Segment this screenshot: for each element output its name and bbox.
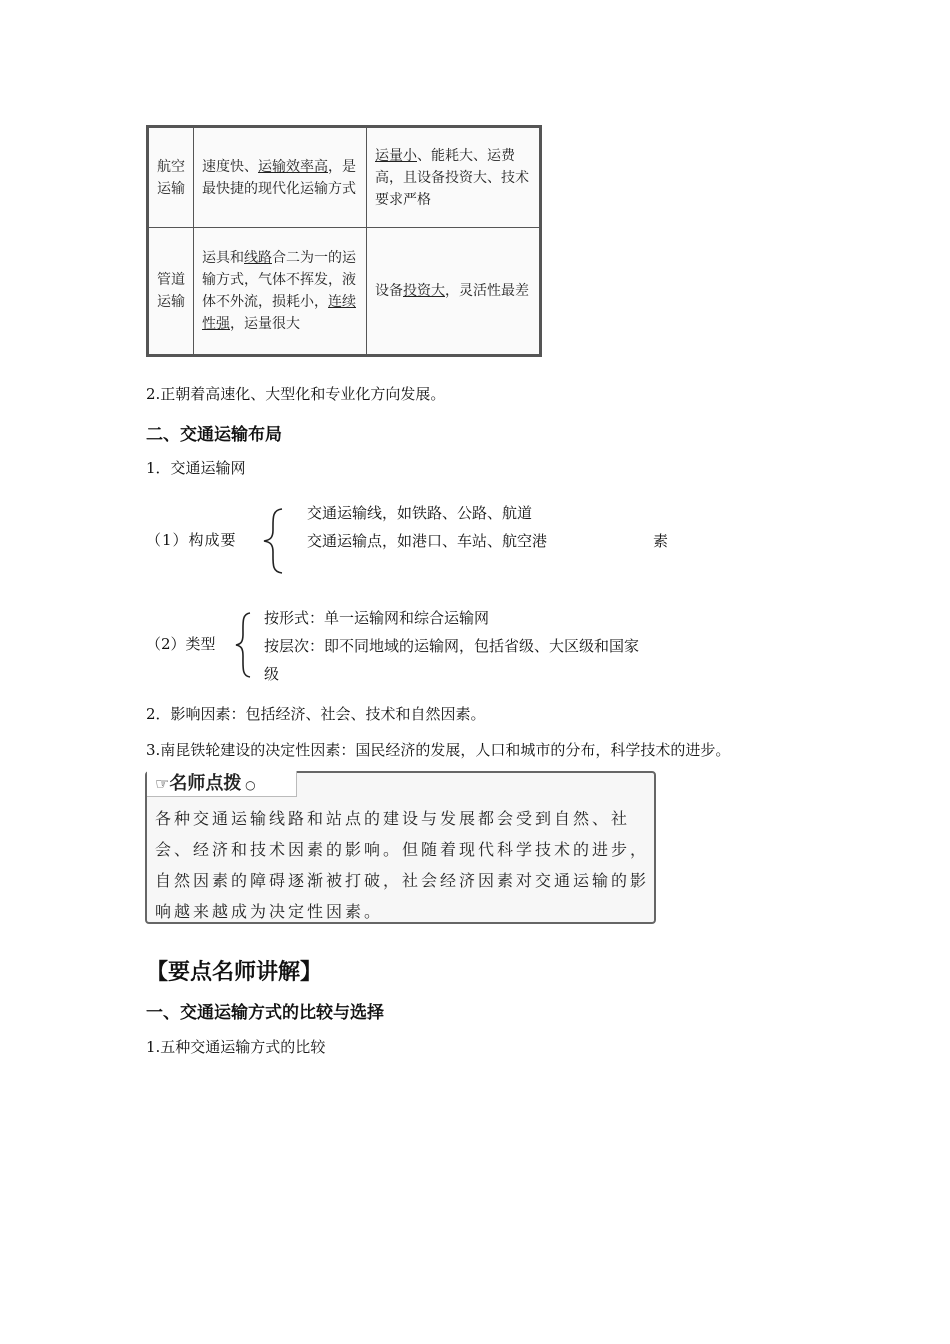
table-grid xyxy=(148,127,540,355)
left-brace-icon xyxy=(262,508,284,574)
disadvantage-underlined: 投资大 xyxy=(403,283,445,299)
advantage-text: ，是最快捷的现代化运输方式 xyxy=(202,158,356,197)
disadvantage-text: 设备 xyxy=(375,283,403,299)
types-label: （2）类型 xyxy=(146,635,216,653)
tip-title-text: 名师点拨 xyxy=(169,773,242,794)
mode-name-cell: 航空运输 xyxy=(149,128,194,228)
disadvantage-text: ，灵活性最差 xyxy=(445,283,529,299)
advantage-underlined: 运输效率高 xyxy=(258,158,328,175)
mode-name-cell: 管道运输 xyxy=(149,228,194,355)
transport-comparison-table xyxy=(146,125,542,357)
section-heading-layout: 二、交通运输布局 xyxy=(146,425,282,445)
table-row xyxy=(149,228,540,355)
composition-label: （1）构成要 xyxy=(146,531,237,549)
teacher-tip-box xyxy=(145,771,656,924)
disadvantage-cell xyxy=(367,228,540,355)
key-points-heading: 【要点名师讲解】 xyxy=(146,960,323,985)
advantage-text: 运具和 xyxy=(202,250,244,266)
section-heading-compare: 一、交通运输方式的比较与选择 xyxy=(146,1003,384,1023)
five-modes-paragraph: 1.五种交通运输方式的比较 xyxy=(146,1038,326,1056)
pointing-hand-icon: ☞ xyxy=(155,774,170,793)
advantage-text: 速度快、 xyxy=(202,158,258,175)
left-brace-icon xyxy=(234,612,252,678)
factors-paragraph: 2．影响因素：包括经济、社会、技术和自然因素。 xyxy=(146,705,486,723)
disadvantage-cell xyxy=(367,128,540,228)
tip-title xyxy=(147,771,297,797)
tip-body: 各种交通运输线路和站点的建设与发展都会受到自然、社会、经济和技术因素的影响。但随着现代科学技术的进步，自然因素的障碍逐渐被打破，社会经济因素对交通运输的影响越来越成为决定性因素。 xyxy=(155,809,650,921)
composition-line-1: 交通运输线，如铁路、公路、航道 xyxy=(307,504,533,522)
types-line-3: 级 xyxy=(264,665,280,683)
disadvantage-text: 、能耗大、运费高，且设备投资大、技术要求严格 xyxy=(375,147,529,208)
advantage-text: ，运量很大 xyxy=(230,316,300,332)
trend-paragraph: 2.正朝着高速化、大型化和专业化方向发展。 xyxy=(146,385,446,403)
railway-paragraph: 3.南昆铁轮建设的决定性因素：国民经济的发展，人口和城市的分布，科学技术的进步。 xyxy=(146,741,731,759)
disadvantage-underlined: 运量小 xyxy=(375,147,417,164)
circle-icon: ○ xyxy=(241,778,256,792)
advantage-cell xyxy=(194,228,367,355)
advantage-underlined: 线路 xyxy=(244,250,272,266)
composition-line-2: 交通运输点，如港口、车站、航空港 xyxy=(307,532,548,550)
advantage-text: 合二为一的运输方式，气体不挥发，液体不外流，损耗小， xyxy=(202,250,356,310)
advantage-cell xyxy=(194,128,367,228)
advantage-underlined: 连续性强 xyxy=(202,294,356,332)
types-line-2: 按层次：即不同地域的运输网，包括省级、大区级和国家 xyxy=(264,637,640,655)
network-heading: 1．交通运输网 xyxy=(146,459,246,477)
types-line-1: 按形式：单一运输网和综合运输网 xyxy=(264,609,490,627)
composition-suffix: 素 xyxy=(653,532,669,550)
table-row xyxy=(149,128,540,228)
